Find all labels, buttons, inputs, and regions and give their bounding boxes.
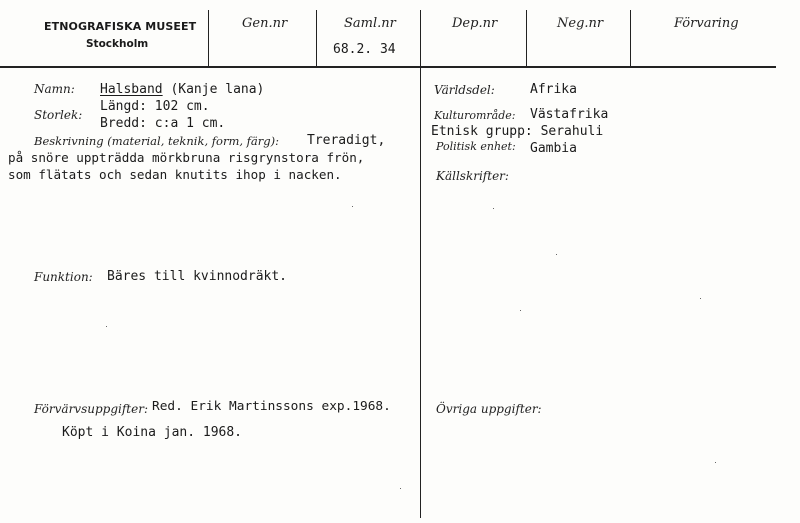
scan-speck: [715, 462, 716, 463]
kallskrifter-label: Källskrifter:: [436, 169, 509, 183]
storlek-line-2: Bredd: c:a 1 cm.: [100, 116, 226, 131]
beskrivning-label: Beskrivning (material, teknik, form, färg):: [34, 134, 279, 148]
namn-value-main: Halsband: [100, 82, 163, 97]
header-divider-1: [208, 10, 209, 66]
header-divider-2: [316, 10, 317, 66]
varldsdel-value: Afrika: [530, 82, 577, 97]
etnisk-grupp-line: Etnisk grupp: Serahuli: [431, 124, 604, 139]
forvarv-line-2: Köpt i Koina jan. 1968.: [62, 425, 243, 440]
saml-nr-label: Saml.nr: [344, 16, 396, 31]
funktion-value: Bäres till kvinnodräkt.: [107, 269, 288, 284]
scan-speck: [400, 488, 401, 489]
namn-value: [100, 82, 264, 97]
scan-speck: [493, 208, 494, 209]
beskrivning-line-3: som flätats och sedan knutits ihop i nacken.: [8, 167, 342, 182]
scan-speck: [556, 254, 557, 255]
museum-name: ETNOGRAFISKA MUSEET: [44, 20, 197, 33]
forvarv-line-1: Red. Erik Martinssons exp.1968.: [152, 399, 391, 414]
namn-value-rest: (Kanje lana): [162, 82, 265, 97]
body-center-divider: [420, 66, 421, 518]
scan-speck: [106, 326, 107, 327]
storlek-label: Storlek:: [34, 108, 83, 122]
politisk-label: Politisk enhet:: [436, 140, 516, 153]
forvarv-label: Förvärvsuppgifter:: [34, 402, 148, 416]
forvaring-label: Förvaring: [674, 16, 739, 31]
gen-nr-label: Gen.nr: [242, 16, 288, 31]
scan-speck: [352, 206, 353, 207]
header-divider-3: [420, 10, 421, 66]
kulturomrade-label: Kulturområde:: [434, 109, 516, 122]
funktion-label: Funktion:: [34, 270, 93, 284]
neg-nr-label: Neg.nr: [557, 16, 604, 31]
scan-speck: [520, 310, 521, 311]
ovriga-label: Övriga uppgifter:: [436, 402, 542, 416]
museum-city: Stockholm: [86, 38, 149, 50]
header-divider-5: [630, 10, 631, 66]
dep-nr-label: Dep.nr: [452, 16, 498, 31]
beskrivning-line-2: på snöre uppträdda mörkbruna risgrynstora frön,: [8, 150, 365, 165]
header-divider-4: [526, 10, 527, 66]
header-bottom-rule: [0, 66, 776, 68]
politisk-value: Gambia: [530, 141, 577, 156]
storlek-line-1: Längd: 102 cm.: [100, 99, 210, 114]
beskrivning-line-1: Treradigt,: [307, 133, 386, 148]
saml-nr-value: 68.2. 34: [333, 42, 396, 57]
scan-speck: [700, 298, 701, 299]
kulturomrade-value: Västafrika: [530, 107, 609, 122]
varldsdel-label: Världsdel:: [434, 83, 495, 97]
namn-label: Namn:: [34, 82, 75, 96]
